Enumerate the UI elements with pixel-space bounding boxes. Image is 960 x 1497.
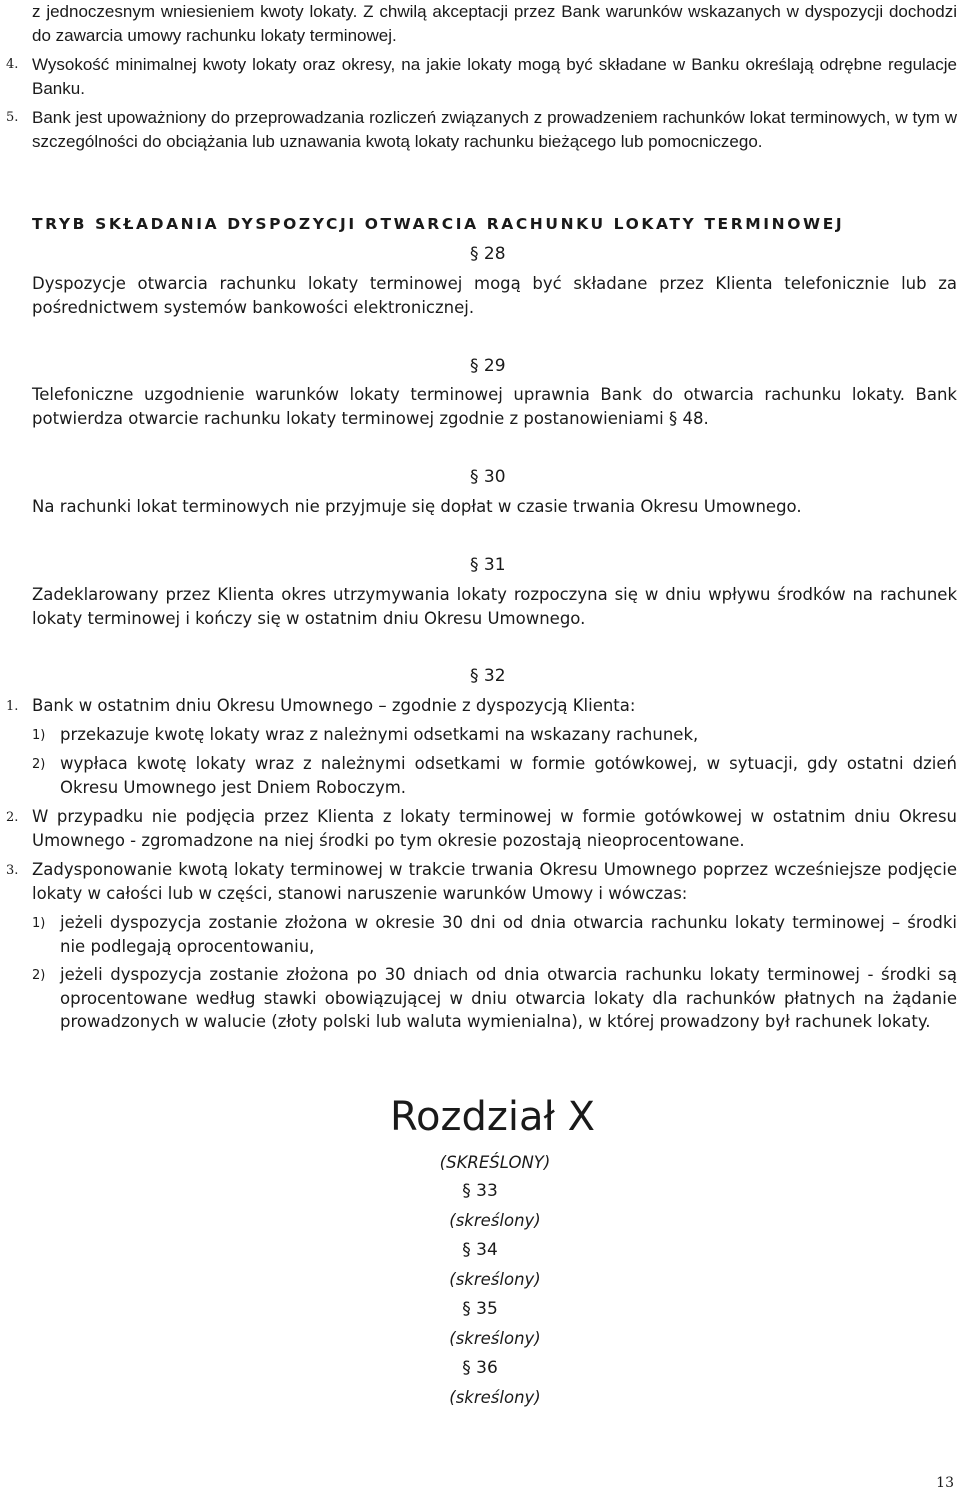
- section-mark-36: § 36: [462, 1358, 498, 1378]
- section-32-paragraph-1: Bank w ostatnim dniu Okresu Umownego – zgodnie z dyspozycją Klienta:: [32, 696, 636, 715]
- section-mark-29: § 29: [470, 356, 506, 376]
- section-mark-32: § 32: [470, 666, 506, 686]
- section-mark-33: § 33: [462, 1181, 498, 1201]
- paragraph-5: Bank jest upoważniony do przeprowadzania rozliczeń związanych z prowadzeniem rachunków lokat terminowych, w tym w szczególności do obciążania lub uznawania kwotą lokaty rachunku bieżącego lub pomocniczego.: [32, 108, 957, 151]
- item-number: 1): [32, 728, 46, 743]
- chapter-title: Rozdział X: [390, 1094, 595, 1140]
- page-number: 13: [936, 1475, 954, 1491]
- section-mark-34: § 34: [462, 1240, 498, 1260]
- chapter-status: (SKREŚLONY): [439, 1153, 551, 1172]
- section-mark-28: § 28: [470, 244, 506, 264]
- paragraph-number: 1.: [6, 699, 19, 714]
- paragraph-number: 5.: [6, 110, 19, 125]
- section-36-status: (skreślony): [449, 1388, 541, 1407]
- section-33-status: (skreślony): [449, 1211, 541, 1230]
- item-number: 2): [32, 968, 46, 983]
- section-mark-31: § 31: [470, 555, 506, 575]
- section-32-item-2: wypłaca kwotę lokaty wraz z należnymi odsetkami w formie gotówkowej, w sytuacji, gdy ostatni dzień Okresu Umownego jest Dniem Roboczym.: [60, 754, 957, 797]
- section-28-text: Dyspozycje otwarcia rachunku lokaty terminowej mogą być składane przez Klienta telefonicznie lub za pośrednictwem systemów bankowości elektronicznej.: [32, 274, 957, 317]
- paragraph-number: 4.: [6, 57, 19, 72]
- paragraph-number: 3.: [6, 863, 19, 878]
- section-30-text: Na rachunki lokat terminowych nie przyjmuje się dopłat w czasie trwania Okresu Umownego.: [32, 497, 802, 516]
- paragraph-number: 2.: [6, 810, 19, 825]
- section-32-paragraph-2: W przypadku nie podjęcia przez Klienta z lokaty terminowej w formie gotówkowej w ostatnim dniu Okresu Umownego - zgromadzone na niej środki po tym okresie pozostają nieoprocentowane.: [32, 807, 957, 850]
- section-32-item-1: przekazuje kwotę lokaty wraz z należnymi odsetkami na wskazany rachunek,: [60, 725, 699, 744]
- section-heading: TRYB SKŁADANIA DYSPOZYCJI OTWARCIA RACHUNKU LOKATY TERMINOWEJ: [32, 215, 845, 233]
- section-mark-30: § 30: [470, 467, 506, 487]
- section-29-text: Telefoniczne uzgodnienie warunków lokaty terminowej uprawnia Bank do otwarcia rachunku lokaty. Bank potwierdza otwarcie rachunku lokaty terminowej zgodnie z postanowieniami § 48.: [32, 385, 957, 428]
- item-number: 1): [32, 916, 46, 931]
- paragraph-4: Wysokość minimalnej kwoty lokaty oraz okresy, na jakie lokaty mogą być składane w Banku określają odrębne regulacje Banku.: [32, 55, 957, 98]
- section-34-status: (skreślony): [449, 1270, 541, 1289]
- intro-paragraph: z jednoczesnym wniesieniem kwoty lokaty. Z chwilą akceptacji przez Bank warunków wskazanych w dyspozycji dochodzi do zawarcia umowy rachunku lokaty terminowej.: [32, 2, 957, 45]
- section-35-status: (skreślony): [449, 1329, 541, 1348]
- section-32-p3-item-2: jeżeli dyspozycja zostanie złożona po 30 dniach od dnia otwarcia rachunku lokaty terminowej - środki są oprocentowane według stawki obowiązującej w dniu otwarcia lokaty dla rachunków płatnych na żądanie prowadzonych w walucie (złoty polski lub waluta wymienialna), w której prowadzony był rachunek lokaty.: [60, 965, 957, 1031]
- section-32-paragraph-3: Zadysponowanie kwotą lokaty terminowej w trakcie trwania Okresu Umownego poprzez wcześniejsze podjęcie lokaty w całości lub w części, stanowi naruszenie warunków Umowy i wówczas:: [32, 860, 957, 903]
- section-31-text: Zadeklarowany przez Klienta okres utrzymywania lokaty rozpoczyna się w dniu wpływu środków na rachunek lokaty terminowej i kończy się w ostatnim dniu Okresu Umownego.: [32, 585, 957, 628]
- item-number: 2): [32, 757, 46, 772]
- section-mark-35: § 35: [462, 1299, 498, 1319]
- section-32-p3-item-1: jeżeli dyspozycja zostanie złożona w okresie 30 dni od dnia otwarcia rachunku lokaty terminowej – środki nie podlegają oprocentowaniu,: [60, 913, 957, 956]
